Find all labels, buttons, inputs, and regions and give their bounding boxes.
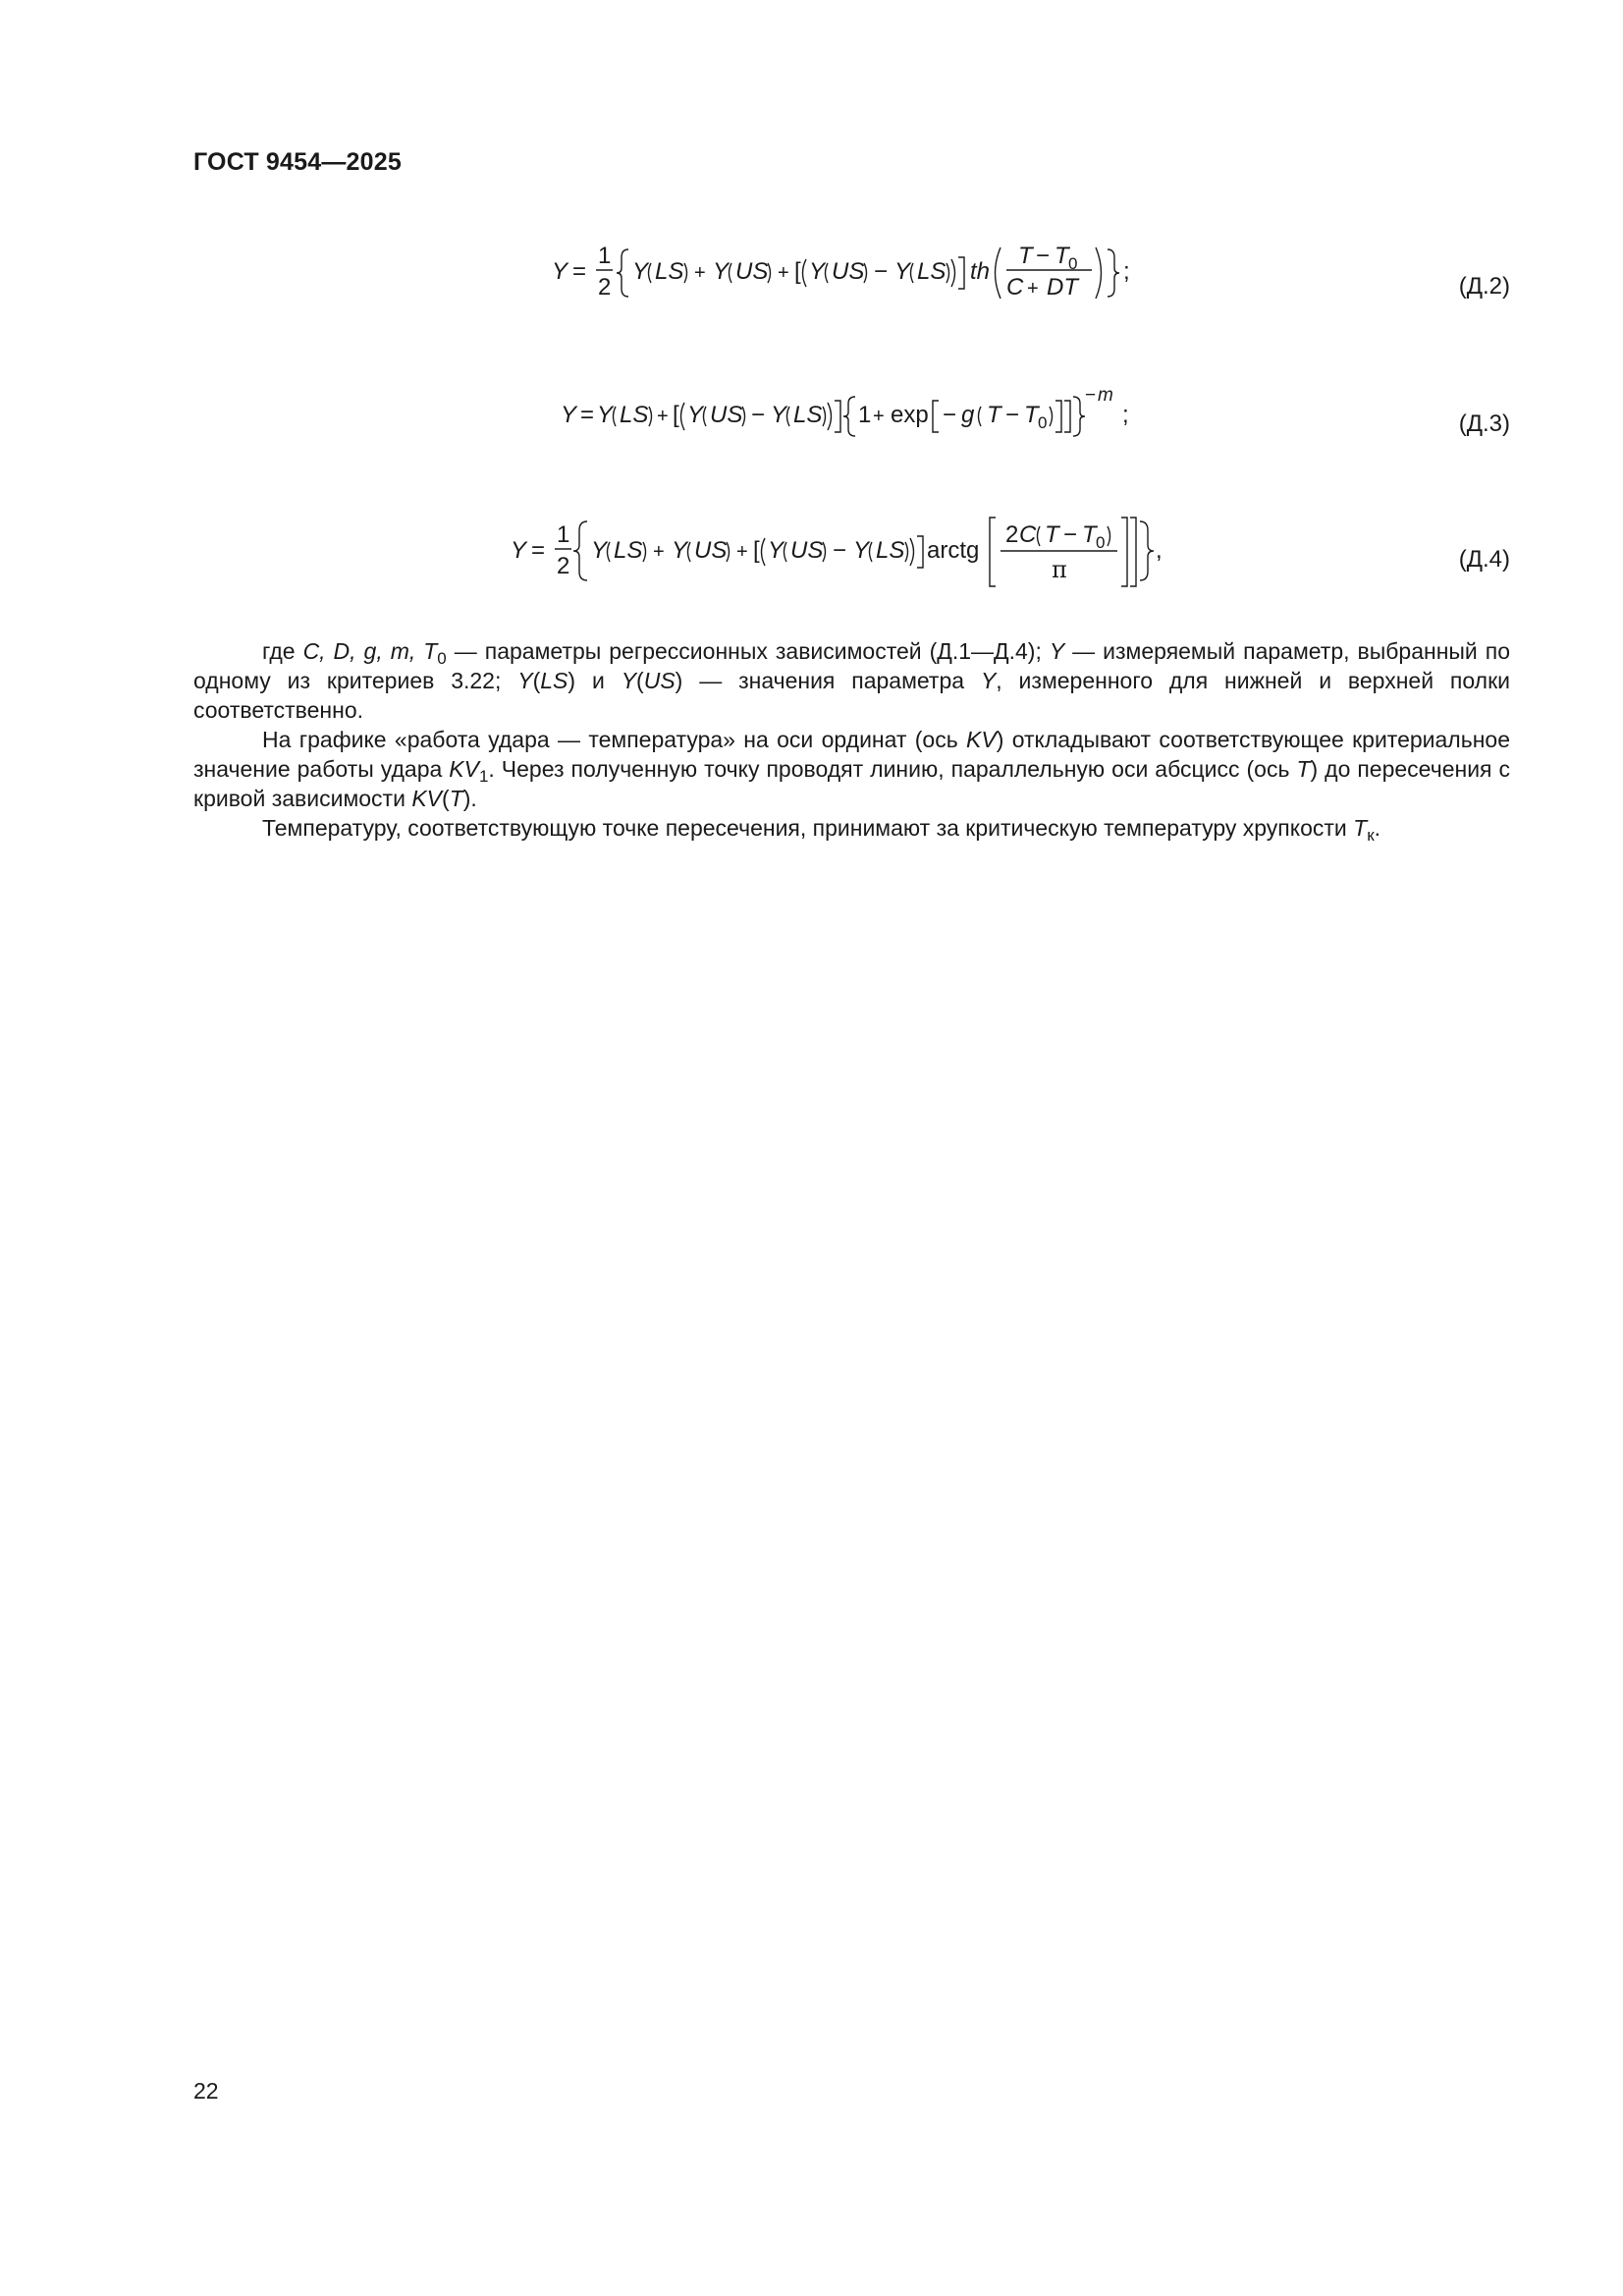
equation-number-d3: (Д.3) bbox=[1458, 410, 1510, 437]
math-y: Y bbox=[621, 668, 637, 693]
svg-text:+: + bbox=[653, 541, 665, 563]
math-subscript: к bbox=[1367, 826, 1375, 845]
svg-text:T: T bbox=[1045, 521, 1059, 548]
svg-text:T: T bbox=[1082, 521, 1097, 548]
svg-text:Y: Y bbox=[768, 537, 784, 564]
svg-text:Y: Y bbox=[591, 537, 608, 564]
text-fragment: ) откладывают соответствующее критериальное значение работы удара bbox=[193, 727, 1510, 782]
svg-text:g: g bbox=[961, 402, 975, 428]
math-bracket: ) bbox=[568, 668, 576, 693]
svg-text:+: + bbox=[736, 541, 748, 563]
math-bracket: ( bbox=[442, 786, 450, 811]
math-kv: KV bbox=[966, 727, 997, 752]
svg-text:[: [ bbox=[794, 258, 801, 285]
svg-text:Y: Y bbox=[853, 537, 870, 564]
math-kv: KV bbox=[411, 786, 443, 811]
svg-text:−: − bbox=[874, 258, 889, 285]
text-fragment: — измеряемый параметр, выбранный по одному из критериев 3.22; bbox=[193, 638, 1511, 693]
paragraph-graph bbox=[193, 725, 1510, 813]
svg-text:US: US bbox=[790, 537, 824, 564]
math-tk: T bbox=[1353, 815, 1368, 841]
svg-text:,: , bbox=[1156, 537, 1163, 564]
svg-text:+: + bbox=[1027, 278, 1039, 300]
math-bracket: ). bbox=[462, 786, 477, 811]
text-fragment: и bbox=[575, 668, 622, 693]
svg-text:C: C bbox=[1019, 521, 1037, 548]
math-subscript: 0 bbox=[437, 649, 447, 668]
svg-text:;: ; bbox=[1123, 258, 1130, 285]
svg-text:Y: Y bbox=[511, 537, 527, 564]
equation-number-d2: (Д.2) bbox=[1458, 273, 1510, 300]
svg-text:1: 1 bbox=[598, 243, 612, 269]
math-t: T bbox=[449, 786, 463, 811]
svg-text:[: [ bbox=[673, 402, 679, 428]
svg-text:;: ; bbox=[1122, 402, 1129, 428]
svg-text:T: T bbox=[1024, 402, 1039, 428]
equation-d3 bbox=[555, 383, 1183, 442]
svg-text:Y: Y bbox=[894, 258, 911, 285]
svg-text:−: − bbox=[1063, 521, 1078, 548]
svg-text:−: − bbox=[1036, 243, 1051, 269]
text-fragment: ) до пересечения с кривой зависимости bbox=[193, 756, 1510, 811]
math-us: US bbox=[643, 668, 676, 693]
svg-text:0: 0 bbox=[1068, 254, 1078, 273]
svg-text:LS: LS bbox=[917, 258, 947, 285]
page-number: 22 bbox=[193, 2078, 219, 2104]
svg-text:−: − bbox=[833, 537, 847, 564]
svg-text:Y: Y bbox=[552, 258, 568, 285]
svg-text:Y: Y bbox=[597, 402, 614, 428]
svg-text:T: T bbox=[1055, 243, 1069, 269]
svg-text:th: th bbox=[970, 258, 991, 285]
svg-text:2: 2 bbox=[1005, 521, 1019, 548]
svg-text:Y: Y bbox=[771, 402, 787, 428]
svg-text:LS: LS bbox=[620, 402, 649, 428]
svg-text:Y: Y bbox=[672, 537, 688, 564]
svg-text:=: = bbox=[580, 402, 595, 428]
svg-text:−: − bbox=[943, 402, 957, 428]
paragraph-parameters bbox=[193, 636, 1510, 725]
equation-number-d4: (Д.4) bbox=[1458, 546, 1510, 573]
svg-text:π: π bbox=[1052, 556, 1067, 583]
svg-text:Y: Y bbox=[809, 258, 826, 285]
text-fragment: где bbox=[262, 638, 303, 664]
svg-text:=: = bbox=[572, 258, 587, 285]
text-fragment: Температуру, соответствующую точке пересечения, принимают за критическую температуру хрупкости bbox=[262, 815, 1354, 841]
math-bracket: ( bbox=[636, 668, 644, 693]
svg-text:Y: Y bbox=[561, 402, 577, 428]
math-ls: LS bbox=[540, 668, 568, 693]
svg-text:T: T bbox=[987, 402, 1001, 428]
svg-text:2: 2 bbox=[598, 274, 612, 301]
svg-text:C: C bbox=[1006, 274, 1024, 301]
math-kv1: KV bbox=[449, 756, 479, 782]
math-t: T bbox=[1296, 756, 1311, 782]
svg-text:arctg: arctg bbox=[927, 537, 980, 564]
text-fragment: — параметры регрессионных зависимостей (Д.1—Д.4); bbox=[446, 638, 1050, 664]
svg-text:Y: Y bbox=[713, 258, 730, 285]
svg-text:LS: LS bbox=[876, 537, 905, 564]
equation-d2 bbox=[546, 234, 1174, 312]
math-y: Y bbox=[980, 668, 997, 693]
svg-text:−: − bbox=[1005, 402, 1020, 428]
svg-text:US: US bbox=[694, 537, 728, 564]
svg-text:+: + bbox=[657, 406, 669, 427]
paragraph-critical-temperature bbox=[193, 813, 1510, 843]
text-fragment: . Через полученную точку проводят линию, параллельную оси абсцисс (ось bbox=[488, 756, 1297, 782]
svg-text:US: US bbox=[710, 402, 743, 428]
svg-text:0: 0 bbox=[1096, 533, 1106, 552]
body-text bbox=[193, 636, 1510, 843]
svg-text:exp: exp bbox=[891, 402, 929, 428]
svg-text:−: − bbox=[751, 402, 766, 428]
math-bracket: ) bbox=[675, 668, 683, 693]
svg-text:2: 2 bbox=[557, 553, 570, 579]
text-fragment: . bbox=[1374, 815, 1381, 841]
svg-text:1: 1 bbox=[557, 521, 570, 548]
math-bracket: ( bbox=[532, 668, 541, 693]
math-y: Y bbox=[1049, 638, 1065, 664]
math-subscript: 1 bbox=[478, 767, 489, 786]
svg-text:+: + bbox=[778, 262, 789, 284]
svg-text:LS: LS bbox=[655, 258, 684, 285]
svg-text:US: US bbox=[832, 258, 865, 285]
svg-text:−: − bbox=[1085, 385, 1097, 406]
svg-text:DT: DT bbox=[1047, 274, 1078, 301]
svg-text:+: + bbox=[694, 262, 706, 284]
svg-text:T: T bbox=[1018, 243, 1033, 269]
text-fragment: — значения параметра bbox=[682, 668, 981, 693]
text-fragment: На графике «работа удара — температура» на оси ординат (ось bbox=[262, 727, 967, 752]
svg-text:[: [ bbox=[753, 537, 760, 564]
svg-text:+: + bbox=[873, 406, 885, 427]
svg-text:US: US bbox=[735, 258, 769, 285]
svg-text:1: 1 bbox=[858, 402, 872, 428]
math-params: C, D, g, m, T bbox=[302, 638, 438, 664]
svg-text:Y: Y bbox=[687, 402, 704, 428]
svg-text:LS: LS bbox=[614, 537, 643, 564]
math-y: Y bbox=[517, 668, 533, 693]
text-fragment: , измеренного для нижней и верхней полки соответственно. bbox=[193, 668, 1510, 723]
svg-text:Y: Y bbox=[632, 258, 649, 285]
equation-d4 bbox=[505, 506, 1212, 594]
svg-text:0: 0 bbox=[1038, 413, 1048, 432]
svg-text:m: m bbox=[1098, 385, 1113, 406]
document-header: ГОСТ 9454—2025 bbox=[193, 148, 402, 176]
svg-text:LS: LS bbox=[793, 402, 823, 428]
svg-text:=: = bbox=[531, 537, 546, 564]
